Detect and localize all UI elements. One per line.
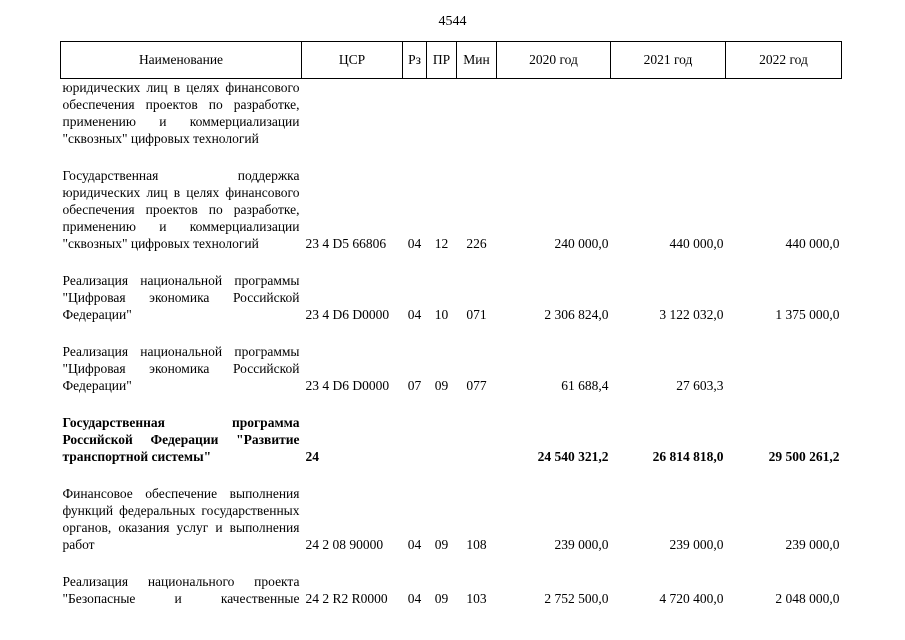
table-row — [61, 343, 842, 394]
row-name: Реализация национального проекта "Безопасные и качественные — [62, 574, 300, 606]
table-row — [61, 79, 842, 148]
header-2020: 2020 год — [497, 42, 611, 79]
table-row-program — [61, 414, 842, 465]
row-2022 — [726, 79, 842, 148]
row-2020: 2 752 500,0 — [544, 591, 609, 606]
row-2020: 61 688,4 — [561, 378, 609, 393]
row-2020: 2 306 824,0 — [544, 307, 609, 322]
row-rz — [403, 79, 427, 148]
row-csr: 24 2 08 90000 — [305, 537, 384, 552]
header-2021: 2021 год — [611, 42, 726, 79]
row-rz: 07 — [407, 378, 422, 393]
header-min: Мин — [457, 42, 497, 79]
row-2021 — [611, 79, 726, 148]
row-2021: 239 000,0 — [669, 537, 724, 552]
header-rz: Рз — [403, 42, 427, 79]
row-name: юридических лиц в целях финансового обеспечения проектов по разработке, применению и коммерциализации "сквозных" цифровых технологий — [62, 80, 300, 146]
header-csr: ЦСР — [302, 42, 403, 79]
row-2020 — [497, 79, 611, 148]
row-2022 — [726, 343, 842, 394]
row-csr: 24 2 R2 R0000 — [305, 591, 388, 606]
row-pr: 09 — [434, 591, 449, 606]
header-2022: 2022 год — [726, 42, 842, 79]
row-min: 103 — [466, 591, 487, 606]
row-pr: 10 — [434, 307, 449, 322]
row-csr: 23 4 D6 D0000 — [305, 307, 390, 322]
row-min: 077 — [466, 378, 487, 393]
table-row — [61, 485, 842, 553]
row-2020: 239 000,0 — [554, 537, 609, 552]
table-header-row — [61, 42, 842, 79]
budget-table — [60, 41, 842, 607]
row-csr: 24 — [305, 449, 319, 464]
row-name: Реализация национальной программы "Цифровая экономика Российской Федерации" — [62, 344, 300, 393]
row-name: Государственная программа Российской Федерации "Развитие транспортной системы" — [62, 415, 300, 464]
row-2022: 2 048 000,0 — [775, 591, 840, 606]
row-name: Финансовое обеспечение выполнения функций федеральных государственных органов, оказания услуг и выполнения работ — [62, 486, 300, 552]
row-2021: 4 720 400,0 — [659, 591, 724, 606]
row-csr — [302, 79, 403, 148]
row-2022: 1 375 000,0 — [775, 307, 840, 322]
table-row — [61, 167, 842, 252]
row-2020: 24 540 321,2 — [537, 449, 609, 464]
row-name: Государственная поддержка юридических лиц в целях финансового обеспечения проектов по разработке, применению и коммерциализации "сквозных" цифровых технологий — [62, 168, 300, 251]
row-2021: 27 603,3 — [676, 378, 724, 393]
row-2022: 239 000,0 — [785, 537, 840, 552]
row-min: 226 — [466, 236, 487, 251]
row-2022: 440 000,0 — [785, 236, 840, 251]
table-row — [61, 573, 842, 607]
row-csr: 23 4 D5 66806 — [305, 236, 387, 251]
header-name: Наименование — [61, 42, 302, 79]
row-min — [457, 79, 497, 148]
row-rz — [403, 414, 427, 465]
row-2021: 440 000,0 — [669, 236, 724, 251]
row-name: Реализация национальной программы "Цифровая экономика Российской Федерации" — [62, 273, 300, 322]
row-min: 108 — [466, 537, 487, 552]
row-2021: 26 814 818,0 — [652, 449, 724, 464]
row-pr — [427, 79, 457, 148]
row-pr: 09 — [434, 537, 449, 552]
row-2022: 29 500 261,2 — [768, 449, 840, 464]
row-min — [457, 414, 497, 465]
row-pr — [427, 414, 457, 465]
row-rz: 04 — [407, 307, 422, 322]
page-number: 4544 — [438, 14, 467, 29]
row-rz: 04 — [407, 236, 422, 251]
row-pr: 09 — [434, 378, 449, 393]
row-rz: 04 — [407, 537, 422, 552]
table-row — [61, 272, 842, 323]
row-pr: 12 — [434, 236, 449, 251]
row-csr: 23 4 D6 D0000 — [305, 378, 390, 393]
row-2021: 3 122 032,0 — [659, 307, 724, 322]
row-2020: 240 000,0 — [554, 236, 609, 251]
row-rz: 04 — [407, 591, 422, 606]
row-min: 071 — [466, 307, 487, 322]
header-pr: ПР — [427, 42, 457, 79]
